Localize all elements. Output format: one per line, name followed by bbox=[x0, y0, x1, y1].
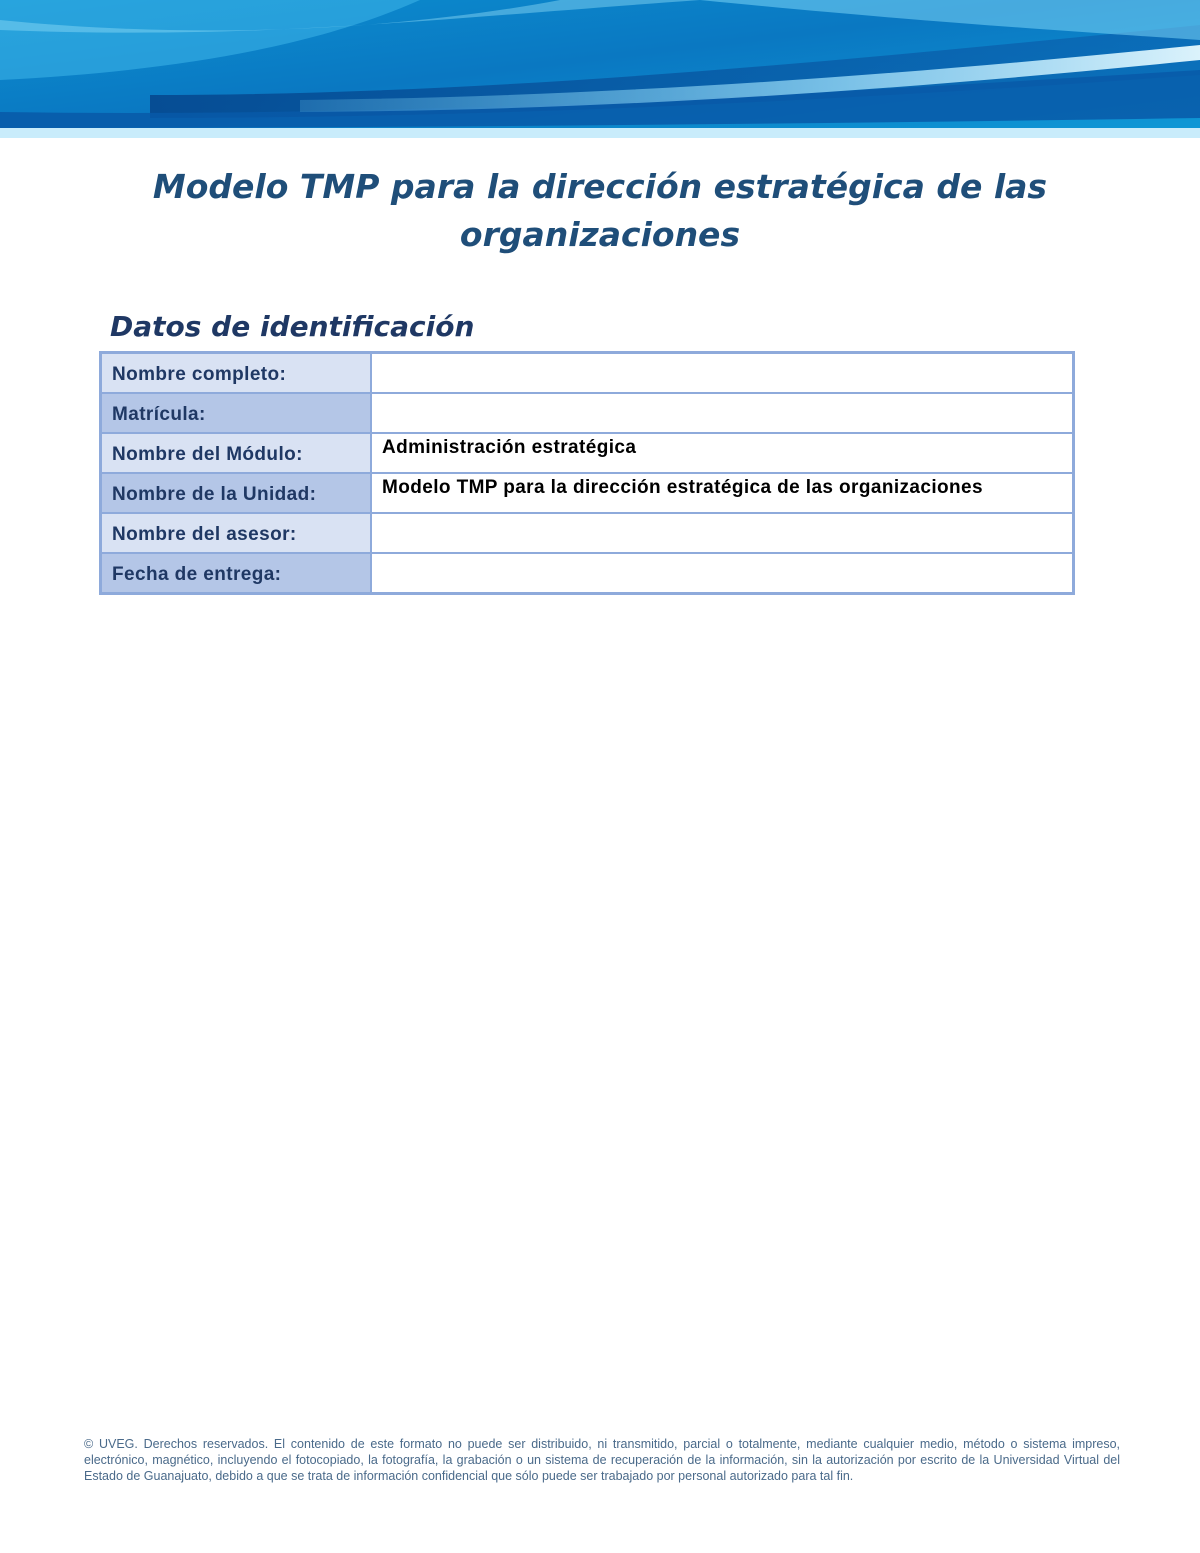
document-title: Modelo TMP para la dirección estratégica de las organizaciones bbox=[152, 167, 1048, 254]
table-row bbox=[101, 473, 1074, 513]
module-name-field[interactable]: Administración estratégica bbox=[371, 433, 1074, 473]
row-label: Fecha de entrega: bbox=[101, 553, 372, 594]
row-label: Nombre del Módulo: bbox=[101, 433, 372, 473]
identification-table bbox=[99, 351, 1075, 595]
blue-wave-banner bbox=[0, 0, 1200, 145]
row-label: Matrícula: bbox=[101, 393, 372, 433]
delivery-date-field[interactable] bbox=[371, 553, 1074, 594]
unit-name-field[interactable]: Modelo TMP para la dirección estratégica de las organizaciones bbox=[371, 473, 1074, 513]
table-row bbox=[101, 393, 1074, 433]
table-row bbox=[101, 353, 1074, 394]
table-row bbox=[101, 433, 1074, 473]
table-row bbox=[101, 553, 1074, 594]
enrollment-field[interactable] bbox=[371, 393, 1074, 433]
table-row bbox=[101, 513, 1074, 553]
advisor-name-field[interactable] bbox=[371, 513, 1074, 553]
header-banner bbox=[0, 0, 1200, 145]
row-label: Nombre completo: bbox=[101, 353, 372, 394]
row-label: Nombre de la Unidad: bbox=[101, 473, 372, 513]
full-name-field[interactable] bbox=[371, 353, 1074, 394]
identification-heading: Datos de identificación bbox=[110, 310, 475, 343]
row-label: Nombre del asesor: bbox=[101, 513, 372, 553]
copyright-notice: © UVEG. Derechos reservados. El contenido de este formato no puede ser distribuido, ni transmitido, parcial o totalmente, mediante cualquier medio, método o sistema impreso, electrónico, magnético, incluyendo el fotocopiado, la fotografía, la grabación o un sistema de recuperación de la información, sin la autorización por escrito de la Universidad Virtual del Estado de Guanajuato, debido a que se trata de información confidencial que sólo puede ser trabajado por personal autorizado para tal fin. bbox=[84, 1437, 1120, 1483]
